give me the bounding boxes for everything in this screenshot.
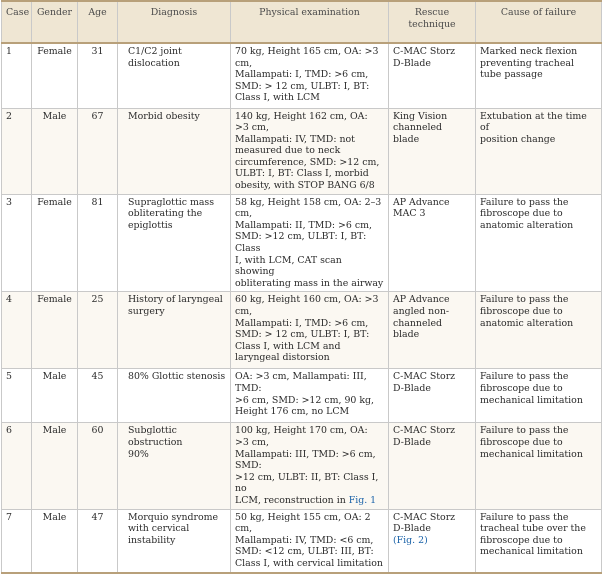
table-row — [2, 292, 602, 369]
cell-text-line: obliterating the — [128, 208, 203, 220]
cell-text-line: Morbid obesity — [128, 110, 200, 122]
cell-text-line: Mallampati: IV, TMD: not — [235, 133, 355, 145]
cell-text-line: OA: >3 cm, Mallampati: III, TMD: — [235, 371, 367, 394]
header-case: Case — [2, 1, 32, 43]
cause-of-failure-cell — [476, 43, 602, 108]
gender-cell: Male — [32, 369, 78, 423]
cell-text-line: D-Blade — [393, 437, 431, 448]
cell-text-line: mechanical limitation — [480, 546, 583, 558]
age-cell: 67 — [78, 108, 118, 194]
cell-text-line: AP Advance — [393, 294, 450, 306]
cell-text-line: Supraglottic mass — [128, 196, 215, 208]
cell-text-line: Failure to pass the — [480, 371, 569, 383]
gender-cell: Female — [32, 292, 78, 369]
table-row — [2, 108, 602, 194]
physical-exam-cell — [231, 194, 389, 292]
cell-text-line: Mallampati: II, TMD: >6 cm, — [235, 219, 372, 231]
cell-text-line: fibroscope due to — [480, 383, 563, 394]
cell-text-line: channeled — [393, 122, 443, 134]
table-body — [2, 43, 602, 573]
cell-text-line: SMD: <12 cm, ULBT: III, BT: — [235, 546, 374, 558]
cell-text-line: Class I, with LCM — [235, 92, 320, 104]
cell-text-line: 90% — [128, 448, 149, 460]
case-number: 7 — [2, 509, 32, 572]
cell-text-line: anatomic alteration — [480, 219, 574, 231]
cell-text-line: circumference, SMD: >12 cm, — [235, 156, 380, 168]
diagnosis-cell — [118, 292, 231, 369]
cell-text-line: obesity, with STOP BANG 6/8 — [235, 180, 375, 192]
cell-text-line: Class I, with LCM and — [235, 340, 341, 352]
cause-of-failure-cell — [476, 292, 602, 369]
header-cause-of-failure: Cause of failure — [476, 1, 602, 43]
rescue-technique-cell — [389, 509, 476, 572]
cell-text-line: measured due to neck — [235, 145, 341, 157]
age-cell: 60 — [78, 423, 118, 509]
table-row — [2, 43, 602, 108]
header-gender: Gender — [32, 1, 78, 43]
cause-of-failure-cell — [476, 108, 602, 194]
table-header — [2, 1, 602, 43]
cell-text-line: Mallampati: IV, TMD: <6 cm, — [235, 534, 374, 546]
header-rescue-line-1: Rescue — [414, 7, 450, 18]
cell-text-line: >6 cm, SMD: >12 cm, 90 kg, — [235, 394, 375, 406]
cell-text-line: Mallampati: I, TMD: >6 cm, — [235, 317, 369, 329]
case-number: 6 — [2, 423, 32, 509]
cell-text-line: channeled — [393, 317, 443, 329]
diagnosis-cell — [118, 108, 231, 194]
cell-text-line: King Vision — [393, 110, 448, 122]
cell-text-line: Mallampati: I, TMD: >6 cm, — [235, 69, 369, 81]
cell-text-line: C-MAC Storz — [393, 46, 456, 57]
physical-exam-cell — [231, 509, 389, 572]
cell-text-line: Class I, with cervical limitation — [235, 557, 383, 569]
cell-text-line: D-Blade — [393, 383, 431, 394]
physical-exam-cell — [231, 369, 389, 423]
cell-text-line: 70 kg, Height 165 cm, OA: >3 cm, — [235, 46, 379, 69]
cell-text-line: History of laryngeal — [128, 294, 223, 306]
age-cell: 45 — [78, 369, 118, 423]
rescue-technique-cell — [389, 43, 476, 108]
cell-text-line: SMD: > 12 cm, ULBT: I, BT: — [235, 329, 370, 341]
cell-text-line: mechanical limitation — [480, 448, 583, 460]
cell-text-line: SMD: >12 cm, ULBT: I, BT: Class — [235, 231, 367, 255]
cell-text-line: 50 kg, Height 155 cm, OA: 2 cm, — [235, 511, 371, 535]
age-cell: 25 — [78, 292, 118, 369]
cell-text-line: 100 kg, Height 170 cm, OA: >3 cm, — [235, 425, 368, 448]
cause-of-failure-cell — [476, 423, 602, 509]
cell-text-line: tube passage — [480, 69, 543, 81]
case-number: 3 — [2, 194, 32, 292]
cell-text-line: 140 kg, Height 162 cm, OA: >3 cm, — [235, 110, 368, 134]
cell-text-line: position change — [480, 133, 556, 145]
table-row — [2, 369, 602, 423]
cause-of-failure-cell — [476, 369, 602, 423]
rescue-technique-cell — [389, 369, 476, 423]
cell-text-line: Morquio syndrome — [128, 511, 219, 523]
cell-text-line: Failure to pass the — [480, 196, 569, 208]
diagnosis-cell — [118, 369, 231, 423]
diagnosis-cell — [118, 43, 231, 108]
age-cell: 81 — [78, 194, 118, 292]
gender-cell: Female — [32, 43, 78, 108]
cell-text-line: 80% Glottic stenosis — [128, 371, 226, 383]
cell-text-line: dislocation — [128, 57, 180, 69]
cell-text-line: Failure to pass the — [480, 425, 569, 437]
age-cell: 31 — [78, 43, 118, 108]
cell-text-line: fibroscope due to — [480, 306, 563, 317]
cell-text-line: obliterating mass in the airway — [235, 277, 384, 289]
cell-text-line: blade — [393, 133, 420, 145]
physical-exam-cell — [231, 108, 389, 194]
case-number: 4 — [2, 292, 32, 369]
diagnosis-cell — [118, 509, 231, 572]
rescue-technique-cell — [389, 194, 476, 292]
cell-text-line: laryngeal distorsion — [235, 352, 330, 364]
figure-link[interactable]: (Fig. 2) — [393, 534, 428, 546]
cell-text-line: Marked neck flexion — [480, 46, 578, 57]
cause-of-failure-cell — [476, 194, 602, 292]
table-row — [2, 423, 602, 509]
header-age: Age — [78, 1, 118, 43]
diagnosis-cell — [118, 423, 231, 509]
cell-text-line: Subglottic obstruction — [128, 425, 183, 448]
cell-text-line: fibroscope due to — [480, 437, 563, 448]
cell-text-line: blade — [393, 329, 420, 341]
cell-text-line: Height 176 cm, no LCM — [235, 406, 350, 418]
case-number: 2 — [2, 108, 32, 194]
cell-text-line: preventing tracheal — [480, 57, 574, 69]
cell-text-line: C-MAC Storz — [393, 371, 456, 383]
case-number: 5 — [2, 369, 32, 423]
gender-cell: Male — [32, 509, 78, 572]
case-number: 1 — [2, 43, 32, 108]
cell-text-line: anatomic alteration — [480, 317, 574, 329]
rescue-technique-cell — [389, 108, 476, 194]
cause-of-failure-cell — [476, 509, 602, 572]
cell-text-line: tracheal tube over the — [480, 523, 586, 535]
cell-text-line: >12 cm, ULBT: II, BT: Class I, no — [235, 471, 379, 495]
physical-exam-cell — [231, 43, 389, 108]
gender-cell: Male — [32, 423, 78, 509]
physical-exam-cell — [231, 292, 389, 369]
cell-text-line: angled non- — [393, 306, 450, 317]
gender-cell: Male — [32, 108, 78, 194]
physical-exam-cell — [231, 423, 389, 509]
cell-text-line: MAC 3 — [393, 208, 426, 220]
cell-text-line: instability — [128, 534, 176, 546]
cell-text-line: D-Blade — [393, 523, 431, 535]
cell-text-line: Extubation at the time of — [480, 110, 587, 134]
cell-text-line: LCM, reconstruction in Fig. 1 — [235, 494, 377, 506]
cell-text-line: fibroscope due to — [480, 534, 563, 546]
cell-text-line: fibroscope due to — [480, 208, 563, 220]
cell-text-line: Failure to pass the — [480, 294, 569, 306]
cell-text-line: C1/C2 joint — [128, 46, 182, 57]
cell-text-line: C-MAC Storz — [393, 511, 456, 523]
cell-text-line: surgery — [128, 306, 165, 317]
table-row — [2, 194, 602, 292]
header-diagnosis: Diagnosis — [118, 1, 231, 43]
cell-text-line: Mallampati: III, TMD: >6 cm, SMD: — [235, 448, 376, 472]
cell-text-line: SMD: > 12 cm, ULBT: I, BT: — [235, 80, 370, 92]
figure-link[interactable]: Fig. 1 — [348, 494, 377, 506]
header-rescue-line-2: technique — [408, 18, 456, 30]
cell-text-line: epiglottis — [128, 219, 173, 231]
header-rescue-technique — [389, 1, 476, 43]
cell-text-line: 58 kg, Height 158 cm, OA: 2–3 cm, — [235, 196, 382, 220]
rescue-technique-cell — [389, 292, 476, 369]
cell-text-line: with cervical — [128, 523, 190, 535]
cell-text-line: D-Blade — [393, 57, 431, 69]
cases-table — [1, 0, 602, 574]
table-row — [2, 509, 602, 572]
gender-cell: Female — [32, 194, 78, 292]
cell-text-line: C-MAC Storz — [393, 425, 456, 437]
cell-text-line: I, with LCM, CAT scan showing — [235, 254, 342, 278]
diagnosis-cell — [118, 194, 231, 292]
cell-text-line: Failure to pass the — [480, 511, 569, 523]
cell-text-line: mechanical limitation — [480, 394, 583, 406]
rescue-technique-cell — [389, 423, 476, 509]
header-physical-examination: Physical examination — [231, 1, 389, 43]
age-cell: 47 — [78, 509, 118, 572]
cell-text-line: ULBT: I, BT: Class I, morbid — [235, 168, 369, 180]
cell-text-line: 60 kg, Height 160 cm, OA: >3 cm, — [235, 294, 379, 317]
cell-text-line: AP Advance — [393, 196, 450, 208]
